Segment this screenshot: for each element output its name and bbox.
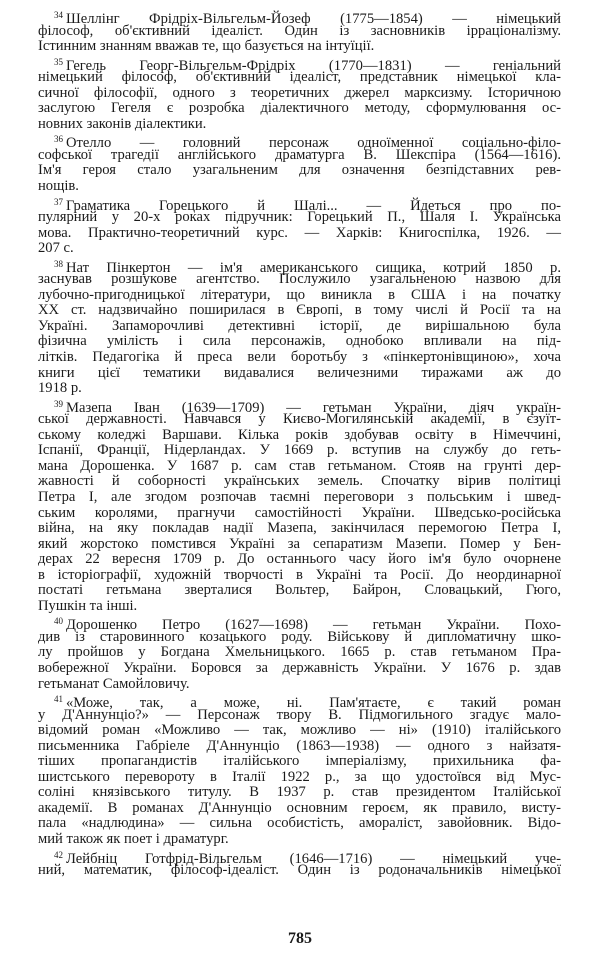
text-line [38, 148, 561, 164]
text-line [38, 241, 561, 257]
line-text: мова. Практично-теоретичний курс. — Харків: Книгоспілка, 1926. — [38, 224, 561, 241]
line-text: Ім'я героя стало узагальненим для означення безпідставних рев- [38, 162, 561, 179]
text-line [38, 443, 561, 459]
text-line [38, 210, 561, 226]
line-text: XX ст. надзвичайно поширилася в Європі, в тому числі й Росії та на [38, 302, 561, 319]
footnote-number: 41 [54, 694, 63, 705]
line-text: соліні князівського титулу. В 1937 р. став президентом Італійської [38, 784, 561, 801]
line-text: німецький філософ, об'єктивний ідеаліст, представник німецької кла- [38, 69, 561, 86]
text-line [38, 583, 561, 599]
text-line [38, 801, 561, 817]
line-text: шистського перевороту в Італії 1922 р., за що удостоївся від Мус- [38, 768, 561, 785]
line-text: в історіографії, художній творчості в Україні та Росії. До неординарної [38, 566, 561, 583]
text-line [38, 506, 561, 522]
line-text: Пушкін та інші. [38, 597, 138, 614]
page-text [38, 8, 561, 879]
line-text: Нат Пінкертон — ім'я американського сищика, котрий 1850 р. [66, 259, 561, 276]
text-line [38, 428, 561, 444]
text-line [38, 630, 561, 646]
line-text: Іспанії, Франції, Нідерландах. У 1669 р. вступив на службу до геть- [38, 442, 561, 459]
line-text: новних законів діалектики. [38, 115, 207, 132]
text-line [38, 334, 561, 350]
text-line [38, 661, 561, 677]
footnote-first-line [38, 195, 561, 214]
line-text: війна, на яку покладав надії Мазепа, закінчилася перемогою Петра І, [38, 520, 561, 537]
text-line [38, 319, 561, 335]
footnote-number: 42 [54, 849, 63, 860]
line-text: лубочно-пригодницької літератури, що виникла в США і на початку [38, 286, 561, 303]
line-text: книги цієї тематики видавалися величезними тиражами аж до [38, 364, 561, 381]
text-line [38, 70, 561, 86]
text-line [38, 816, 561, 832]
line-text: «Може, так, а може, ні. Пам'ятаєте, є такий роман [66, 695, 561, 712]
text-line [38, 350, 561, 366]
footnote-number: 36 [54, 134, 63, 145]
text-line [38, 381, 561, 397]
line-text: Дорошенко Петро (1627—1698) — гетьман України. Похо- [66, 617, 561, 634]
line-text: софської трагедії англійського драматурга В. Шекспіра (1564—1616). [38, 146, 561, 163]
text-line [38, 552, 561, 568]
footnote-number: 39 [54, 398, 63, 409]
line-text: Отелло — головний персонаж одноїменної соціально-філо- [66, 135, 561, 152]
text-line [38, 288, 561, 304]
footnote-number: 35 [54, 56, 63, 67]
text-line [38, 101, 561, 117]
footnote-number: 40 [54, 616, 63, 627]
line-text: заснував розшукове агентство. Послужило узагальненою назвою для [38, 271, 561, 288]
line-text: лу пройшов у Богдана Хмельницького. 1665 р. став гетьманом Пра- [38, 644, 561, 661]
text-line [38, 754, 561, 770]
line-text: ським королями, прагнучи самостійності України. Шведсько-російська [38, 504, 561, 521]
line-text: ний, математик, філософ-ідеаліст. Один із родоначальників німецької [38, 862, 561, 879]
line-text: жавності й соборності українських земель. Спочатку вірив політиці [38, 473, 561, 490]
line-text: філософ, об'єктивний ідеаліст. Один із засновників ірраціоналізму. [38, 22, 561, 39]
line-text: постаті гетьмана зверталися Вольтер, Байрон, Словацький, Гюго, [38, 582, 561, 599]
line-text: тіших пропагандистів італійського імперіалізму, прихильника фа- [38, 753, 561, 770]
line-text: письменника Габріеле Д'Аннунціо (1863—1938) — одного з найзатя- [38, 737, 561, 754]
text-line [38, 770, 561, 786]
line-text: Граматика Горецького й Шалі... — Йдеться про по- [66, 197, 561, 214]
text-line [38, 179, 561, 195]
line-text: нощів. [38, 178, 79, 195]
text-line [38, 226, 561, 242]
text-line [38, 739, 561, 755]
line-text: Україні. Запаморочливі детективні історії, де вирішальною була [38, 317, 561, 334]
text-line [38, 521, 561, 537]
line-text: пулярний у 20-х роках підручник: Горецький П., Шаля І. Українська [38, 209, 561, 226]
text-line [38, 272, 561, 288]
line-text: академії. В романах Д'Аннунціо основним героєм, як правило, висту- [38, 799, 561, 816]
line-text: сичної філософії, одного з теоретичних джерел марксизму. Історичною [38, 84, 561, 101]
line-text: Істинним знанням вважав те, що базується на інтуїції. [38, 38, 375, 55]
text-line [38, 863, 561, 879]
line-text: який жорстоко помстився Україні за сепаратизм Мазепи. Помер у Бен- [38, 535, 561, 552]
footnote-first-line [38, 848, 561, 867]
line-text: ської державності. Навчався у Києво-Могилянській академії, в єзуїт- [38, 411, 561, 428]
line-text: 1918 р. [38, 380, 82, 397]
text-line [38, 412, 561, 428]
footnote-first-line [38, 614, 561, 634]
text-line [38, 303, 561, 319]
footnote-first-line [38, 397, 561, 416]
line-text: Лейбніц Готфрід-Вільгельм (1646—1716) — німецький уче- [66, 850, 561, 867]
line-text: Мазепа Іван (1639—1709) — гетьман України, діяч україн- [66, 399, 561, 416]
text-line [38, 117, 561, 133]
text-line [38, 474, 561, 490]
line-text: пала «надлюдина» — сильна особистість, амораліст, завойовник. Відо- [38, 815, 561, 832]
line-text: відомий роман «Можливо — так, можливо — ні» (1910) італійського [38, 722, 561, 739]
line-text: мий також як поет і драматург. [38, 830, 229, 847]
text-line [38, 537, 561, 553]
text-line [38, 366, 561, 382]
page-number: 785 [288, 930, 312, 947]
text-line [38, 490, 561, 506]
footnote-first-line [38, 692, 561, 712]
text-line [38, 599, 561, 615]
line-text: у Д'Аннунціо?» — Персонаж твору В. Підмогильного згадує мало- [38, 706, 561, 723]
footnote-first-line [38, 8, 561, 27]
line-text: вобережної України. Боровся за державність України. У 1676 р. здав [38, 659, 561, 676]
footnote-number: 34 [54, 10, 63, 20]
text-line [38, 723, 561, 739]
text-line [38, 163, 561, 179]
footnote-first-line [38, 132, 561, 152]
line-text: гетьманат Самойловичу. [38, 675, 190, 692]
line-text: ському коледжі Варшави. Кілька років здобував освіту в Німеччині, [38, 426, 561, 443]
footnote-first-line [38, 55, 561, 74]
text-line [38, 39, 561, 55]
line-text: див із старовинного козацького роду. Військову й дипломатичну шко- [38, 628, 561, 645]
line-text: 207 с. [38, 240, 74, 257]
line-text: дерах 22 вересня 1709 р. До останнього часу його ім'я було очорнене [38, 551, 561, 568]
text-line [38, 785, 561, 801]
line-text: фізична умілість і сила персонажів, однобоко впливали на під- [38, 333, 561, 350]
text-line [38, 568, 561, 584]
text-line [38, 677, 561, 693]
line-text: мана Дорошенка. У 1687 р. сам став гетьманом. Стояв на грунті дер- [38, 457, 561, 474]
text-line [38, 645, 561, 661]
text-line [38, 24, 561, 40]
text-line [38, 459, 561, 475]
footnote-first-line [38, 257, 561, 276]
line-text: літків. Педагогіка й преса вели боротьбу з «пінкертонівщиною», хоча [38, 349, 561, 366]
text-line [38, 708, 561, 724]
line-text: Гегель Георг-Вільгельм-Фрідріх (1770—1831) — геніальний [66, 57, 561, 74]
footnote-number: 38 [54, 258, 63, 269]
text-line [38, 832, 561, 848]
footnote-number: 37 [54, 196, 63, 207]
text-line [38, 86, 561, 102]
line-text: Шеллінг Фрідріх-Вільгельм-Йозеф (1775—1854) — німецький [66, 11, 561, 27]
line-text: Петра І, але згодом розпочав таємні переговори з польським і швед- [38, 488, 561, 505]
line-text: заслугою Гегеля є розробка діалектичного методу, сформулювання ос- [38, 100, 561, 117]
